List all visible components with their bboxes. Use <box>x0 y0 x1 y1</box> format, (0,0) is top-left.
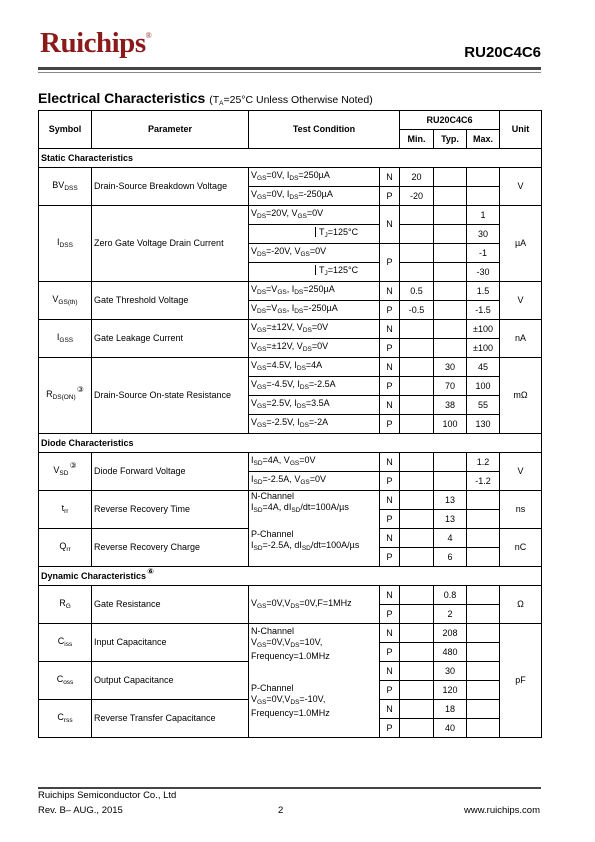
channel-p: P <box>380 244 400 282</box>
param-igss: Gate Leakage Current <box>92 320 249 358</box>
cond-cap-n: N-Channel $V_{GS}=0V,V_{DS}=10V$, Frequency=1.0MHz <box>249 624 380 681</box>
header-test-condition: Test Condition <box>249 111 400 149</box>
header-rule <box>38 67 541 70</box>
cond-rds-3: $V_{GS}=2.5V$, $I_{DS}=3.5A$ <box>249 396 380 415</box>
value-min: 0.5 <box>400 282 434 301</box>
param-coss: Output Capacitance <box>92 662 249 700</box>
cond-igss-n: $V_{GS}=\pm 12V$, $V_{DS}=0V$ <box>249 320 380 339</box>
cond-vsd-n: $I_{SD}=4A$, $V_{GS}=0V$ <box>249 453 380 472</box>
symbol-rg: $R_G$ <box>39 586 92 624</box>
header-min: Min. <box>400 130 434 149</box>
channel-p: P <box>380 339 400 358</box>
cond-rg: $V_{GS}=0V,V_{DS}=0V,F=1MHz$ <box>249 586 380 624</box>
unit: nA <box>500 320 542 358</box>
cond-vgsth-n: $V_{DS}=V_{GS}$, $I_{DS}=250\mu A$ <box>249 282 380 301</box>
value-typ: 30 <box>434 358 467 377</box>
channel-p: P <box>380 510 400 529</box>
unit: ns <box>500 491 542 529</box>
company-logo: Ruichips® <box>40 27 152 59</box>
unit: Ω <box>500 586 542 624</box>
header-rule-thin <box>38 72 541 73</box>
channel-p: P <box>380 719 400 738</box>
cond-tj: $T_J=125^\circ C$ <box>249 225 380 244</box>
channel-p: P <box>380 548 400 567</box>
cond-bvdss-n: $V_{GS}=0V$, $I_{DS}=250\mu A$ <box>249 168 380 187</box>
value-min: 20 <box>400 168 434 187</box>
symbol-bvdss: $BV_{DSS}$ <box>39 168 92 206</box>
cond-vgsth-p: $V_{DS}=V_{GS}$, $I_{DS}=-250\mu A$ <box>249 301 380 320</box>
value-max: -1.2 <box>467 472 500 491</box>
value-min: -0.5 <box>400 301 434 320</box>
symbol-idss: $I_{DSS}$ <box>39 206 92 282</box>
cond-idss-n: $V_{DS}=20V$, $V_{GS}=0V$ <box>249 206 380 225</box>
value-typ: 30 <box>434 662 467 681</box>
param-vsd: Diode Forward Voltage <box>92 453 249 491</box>
value-typ: 38 <box>434 396 467 415</box>
value-typ: 0.8 <box>434 586 467 605</box>
cond-igss-p: $V_{GS}=\pm 12V$, $V_{DS}=0V$ <box>249 339 380 358</box>
param-crss: Reverse Transfer Capacitance <box>92 700 249 738</box>
channel-n: N <box>380 491 400 510</box>
value-max: ±100 <box>467 320 500 339</box>
header-typ: Typ. <box>434 130 467 149</box>
value-typ: 40 <box>434 719 467 738</box>
footer-page-number: 2 <box>278 805 284 816</box>
section-diode: Diode Characteristics <box>39 434 542 453</box>
value-max: 30 <box>467 225 500 244</box>
header-part: RU20C4C6 <box>400 111 500 130</box>
channel-n: N <box>380 453 400 472</box>
value-typ: 208 <box>434 624 467 643</box>
channel-n: N <box>380 320 400 339</box>
cond-idss-p: $V_{DS}=-20V$, $V_{GS}=0V$ <box>249 244 380 263</box>
cond-vsd-p: $I_{SD}=-2.5A$, $V_{GS}=0V$ <box>249 472 380 491</box>
param-idss: Zero Gate Voltage Drain Current <box>92 206 249 282</box>
header-unit: Unit <box>500 111 542 149</box>
cond-diode-p: P-Channel $I_{SD}=-2.5A$, $dI_{SD}/dt=100A/\mu s$ <box>249 529 380 567</box>
value-typ: 120 <box>434 681 467 700</box>
value-max: 1.5 <box>467 282 500 301</box>
value-max: 130 <box>467 415 500 434</box>
value-typ: 13 <box>434 510 467 529</box>
unit: V <box>500 453 542 491</box>
value-typ: 70 <box>434 377 467 396</box>
symbol-igss: $I_{GSS}$ <box>39 320 92 358</box>
footer-revision: Rev. B– AUG., 2015 <box>38 805 123 816</box>
value-max: 45 <box>467 358 500 377</box>
value-typ: 18 <box>434 700 467 719</box>
param-rg: Gate Resistance <box>92 586 249 624</box>
cond-rds-1: $V_{GS}=4.5V$, $I_{DS}=4A$ <box>249 358 380 377</box>
channel-n: N <box>380 396 400 415</box>
unit: nC <box>500 529 542 567</box>
value-typ: 6 <box>434 548 467 567</box>
value-max: 55 <box>467 396 500 415</box>
symbol-ciss: $C_{iss}$ <box>39 624 92 662</box>
value-max: 1.2 <box>467 453 500 472</box>
unit: mΩ <box>500 358 542 434</box>
value-typ: 480 <box>434 643 467 662</box>
param-rdson: Drain-Source On-state Resistance <box>92 358 249 434</box>
footer-rule <box>38 787 541 789</box>
channel-p: P <box>380 472 400 491</box>
channel-n: N <box>380 206 400 244</box>
section-dynamic: Dynamic Characteristics⑥ <box>39 567 542 586</box>
cond-diode-n: N-Channel $I_{SD}=4A$, $dI_{SD}/dt=100A/\mu s$ <box>249 491 380 529</box>
value-min: -20 <box>400 187 434 206</box>
param-trr: Reverse Recovery Time <box>92 491 249 529</box>
cond-bvdss-p: $V_{GS}=0V$, $I_{DS}=-250\mu A$ <box>249 187 380 206</box>
symbol-vgsth: $V_{GS(th)}$ <box>39 282 92 320</box>
channel-p: P <box>380 377 400 396</box>
symbol-vsd: $V_{SD}③$ <box>39 453 92 491</box>
section-title: Electrical Characteristics ($T_A=25^\circ C$ Unless Otherwise Noted) <box>38 90 373 107</box>
header-symbol: Symbol <box>39 111 92 149</box>
channel-p: P <box>380 681 400 700</box>
channel-n: N <box>380 700 400 719</box>
section-static: Static Characteristics <box>39 149 542 168</box>
value-max: ±100 <box>467 339 500 358</box>
cond-rds-2: $V_{GS}=-4.5V$, $I_{DS}=-2.5A$ <box>249 377 380 396</box>
footer-website-link[interactable]: www.ruichips.com <box>463 805 540 816</box>
unit: V <box>500 282 542 320</box>
channel-p: P <box>380 643 400 662</box>
value-typ: 2 <box>434 605 467 624</box>
param-vgsth: Gate Threshold Voltage <box>92 282 249 320</box>
symbol-crss: $C_{rss}$ <box>39 700 92 738</box>
unit: µA <box>500 206 542 282</box>
header-max: Max. <box>467 130 500 149</box>
channel-n: N <box>380 662 400 681</box>
channel-n: N <box>380 586 400 605</box>
symbol-coss: $C_{oss}$ <box>39 662 92 700</box>
value-max: -1.5 <box>467 301 500 320</box>
value-typ: 100 <box>434 415 467 434</box>
value-max: 1 <box>467 206 500 225</box>
value-max: 100 <box>467 377 500 396</box>
param-bvdss: Drain-Source Breakdown Voltage <box>92 168 249 206</box>
symbol-trr: $t_{rr}$ <box>39 491 92 529</box>
header-parameter: Parameter <box>92 111 249 149</box>
channel-p: P <box>380 415 400 434</box>
value-max: -30 <box>467 263 500 282</box>
param-qrr: Reverse Recovery Charge <box>92 529 249 567</box>
symbol-qrr: $Q_{rr}$ <box>39 529 92 567</box>
value-max: -1 <box>467 244 500 263</box>
part-number: RU20C4C6 <box>464 44 541 61</box>
channel-n: N <box>380 529 400 548</box>
channel-n: N <box>380 358 400 377</box>
channel-n: N <box>380 624 400 643</box>
channel-p: P <box>380 301 400 320</box>
symbol-rdson: $R_{DS(ON)}③$ <box>39 358 92 434</box>
unit: V <box>500 168 542 206</box>
channel-p: P <box>380 605 400 624</box>
cond-rds-4: $V_{GS}=-2.5V$, $I_{DS}=-2A$ <box>249 415 380 434</box>
channel-n: N <box>380 168 400 187</box>
footer-company: Ruichips Semiconductor Co., Ltd <box>38 790 177 801</box>
param-ciss: Input Capacitance <box>92 624 249 662</box>
value-typ: 13 <box>434 491 467 510</box>
channel-p: P <box>380 187 400 206</box>
cond-tj: $T_J=125^\circ C$ <box>249 263 380 282</box>
value-typ: 4 <box>434 529 467 548</box>
electrical-characteristics-table <box>38 110 542 738</box>
unit: pF <box>500 624 542 738</box>
channel-n: N <box>380 282 400 301</box>
cond-cap-p: P-Channel $V_{GS}=0V,V_{DS}=-10V$, Frequency=1.0MHz <box>249 681 380 738</box>
